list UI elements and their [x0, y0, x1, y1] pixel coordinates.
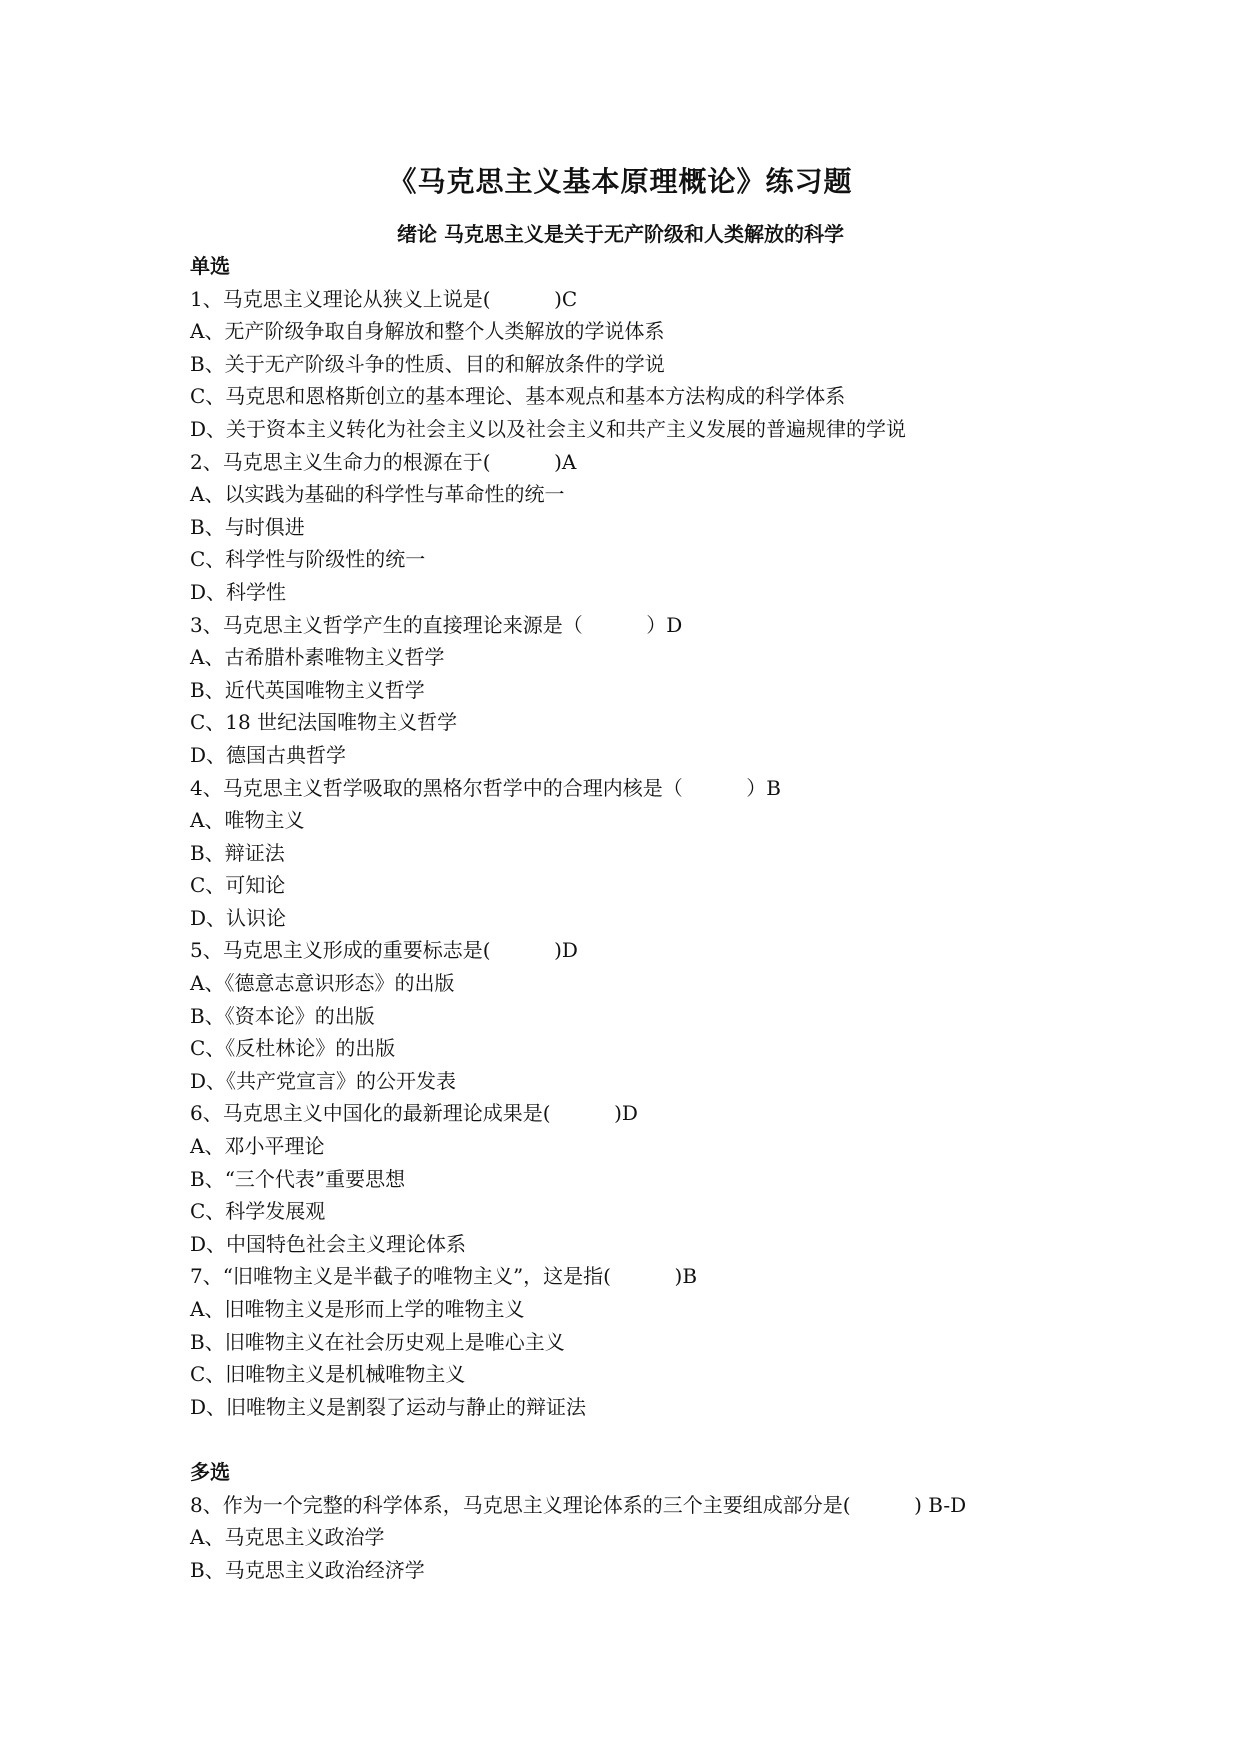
option-a: A、《德意志意识形态》的出版: [190, 971, 455, 996]
document-body: [190, 250, 1090, 1586]
question-stem: 7、“旧唯物主义是半截子的唯物主义”，这是指( )B: [190, 1264, 698, 1289]
option-a: A、古希腊朴素唯物主义哲学: [190, 645, 445, 670]
section-single-choice: [190, 250, 1090, 1423]
option-b: B、辩证法: [190, 840, 285, 865]
option-c: C、科学发展观: [190, 1199, 326, 1224]
option-d: D、认识论: [190, 905, 287, 930]
option-a: A、以实践为基础的科学性与革命性的统一: [190, 482, 565, 507]
option-b: B、近代英国唯物主义哲学: [190, 677, 425, 702]
question-stem: 2、马克思主义生命力的根源在于( )A: [190, 449, 577, 474]
question: [190, 609, 1090, 772]
option-d: D、《共产党宣言》的公开发表: [190, 1068, 457, 1093]
question: [190, 772, 1090, 935]
question: [190, 934, 1090, 1097]
question: [190, 1097, 1090, 1260]
question: [190, 446, 1090, 609]
option-a: A、马克思主义政治学: [190, 1525, 385, 1550]
option-b: B、《资本论》的出版: [190, 1003, 375, 1028]
question: [190, 283, 1090, 446]
document-title: 《马克思主义基本原理概论》练习题: [388, 165, 853, 198]
section-multiple-choice: [190, 1456, 1090, 1586]
option-b: B、旧唯物主义在社会历史观上是唯心主义: [190, 1329, 565, 1354]
option-d: D、科学性: [190, 579, 287, 604]
question-stem: 5、马克思主义形成的重要标志是( )D: [190, 938, 578, 963]
question: [190, 1489, 1090, 1587]
section-gap: [190, 1423, 1090, 1456]
question-stem: 6、马克思主义中国化的最新理论成果是( )D: [190, 1101, 638, 1126]
option-d: D、关于资本主义转化为社会主义以及社会主义和共产主义发展的普遍规律的学说: [190, 416, 907, 441]
option-b: B、关于无产阶级斗争的性质、目的和解放条件的学说: [190, 351, 665, 376]
option-d: D、旧唯物主义是割裂了运动与静止的辩证法: [190, 1394, 587, 1419]
question-stem: 4、马克思主义哲学吸取的黑格尔哲学中的合理内核是（ ）B: [190, 775, 781, 800]
option-c: C、可知论: [190, 873, 286, 898]
option-d: D、中国特色社会主义理论体系: [190, 1231, 467, 1256]
section-label: 单选: [190, 254, 230, 278]
question-stem: 3、马克思主义哲学产生的直接理论来源是（ ）D: [190, 612, 683, 637]
option-a: A、无产阶级争取自身解放和整个人类解放的学说体系: [190, 319, 665, 344]
option-a: A、唯物主义: [190, 808, 305, 833]
section-label: 多选: [190, 1459, 230, 1484]
option-c: C、《反杜林论》的出版: [190, 1036, 396, 1061]
question-stem: 1、马克思主义理论从狭义上说是( )C: [190, 286, 578, 311]
option-c: C、科学性与阶级性的统一: [190, 547, 426, 572]
option-c: C、18 世纪法国唯物主义哲学: [190, 710, 458, 735]
chapter-title: 绪论 马克思主义是关于无产阶级和人类解放的科学: [397, 222, 844, 246]
option-c: C、旧唯物主义是机械唯物主义: [190, 1362, 466, 1387]
option-d: D、德国古典哲学: [190, 742, 347, 767]
question-stem: 8、作为一个完整的科学体系，马克思主义理论体系的三个主要组成部分是( ) B-D: [190, 1492, 967, 1517]
option-a: A、邓小平理论: [190, 1134, 325, 1159]
option-b: B、与时俱进: [190, 514, 305, 539]
option-a: A、旧唯物主义是形而上学的唯物主义: [190, 1297, 525, 1321]
option-b: B、马克思主义政治经济学: [190, 1557, 425, 1582]
option-c: C、马克思和恩格斯创立的基本理论、基本观点和基本方法构成的科学体系: [190, 384, 846, 409]
question: [190, 1260, 1090, 1423]
option-b: B、“三个代表”重要思想: [190, 1166, 406, 1191]
